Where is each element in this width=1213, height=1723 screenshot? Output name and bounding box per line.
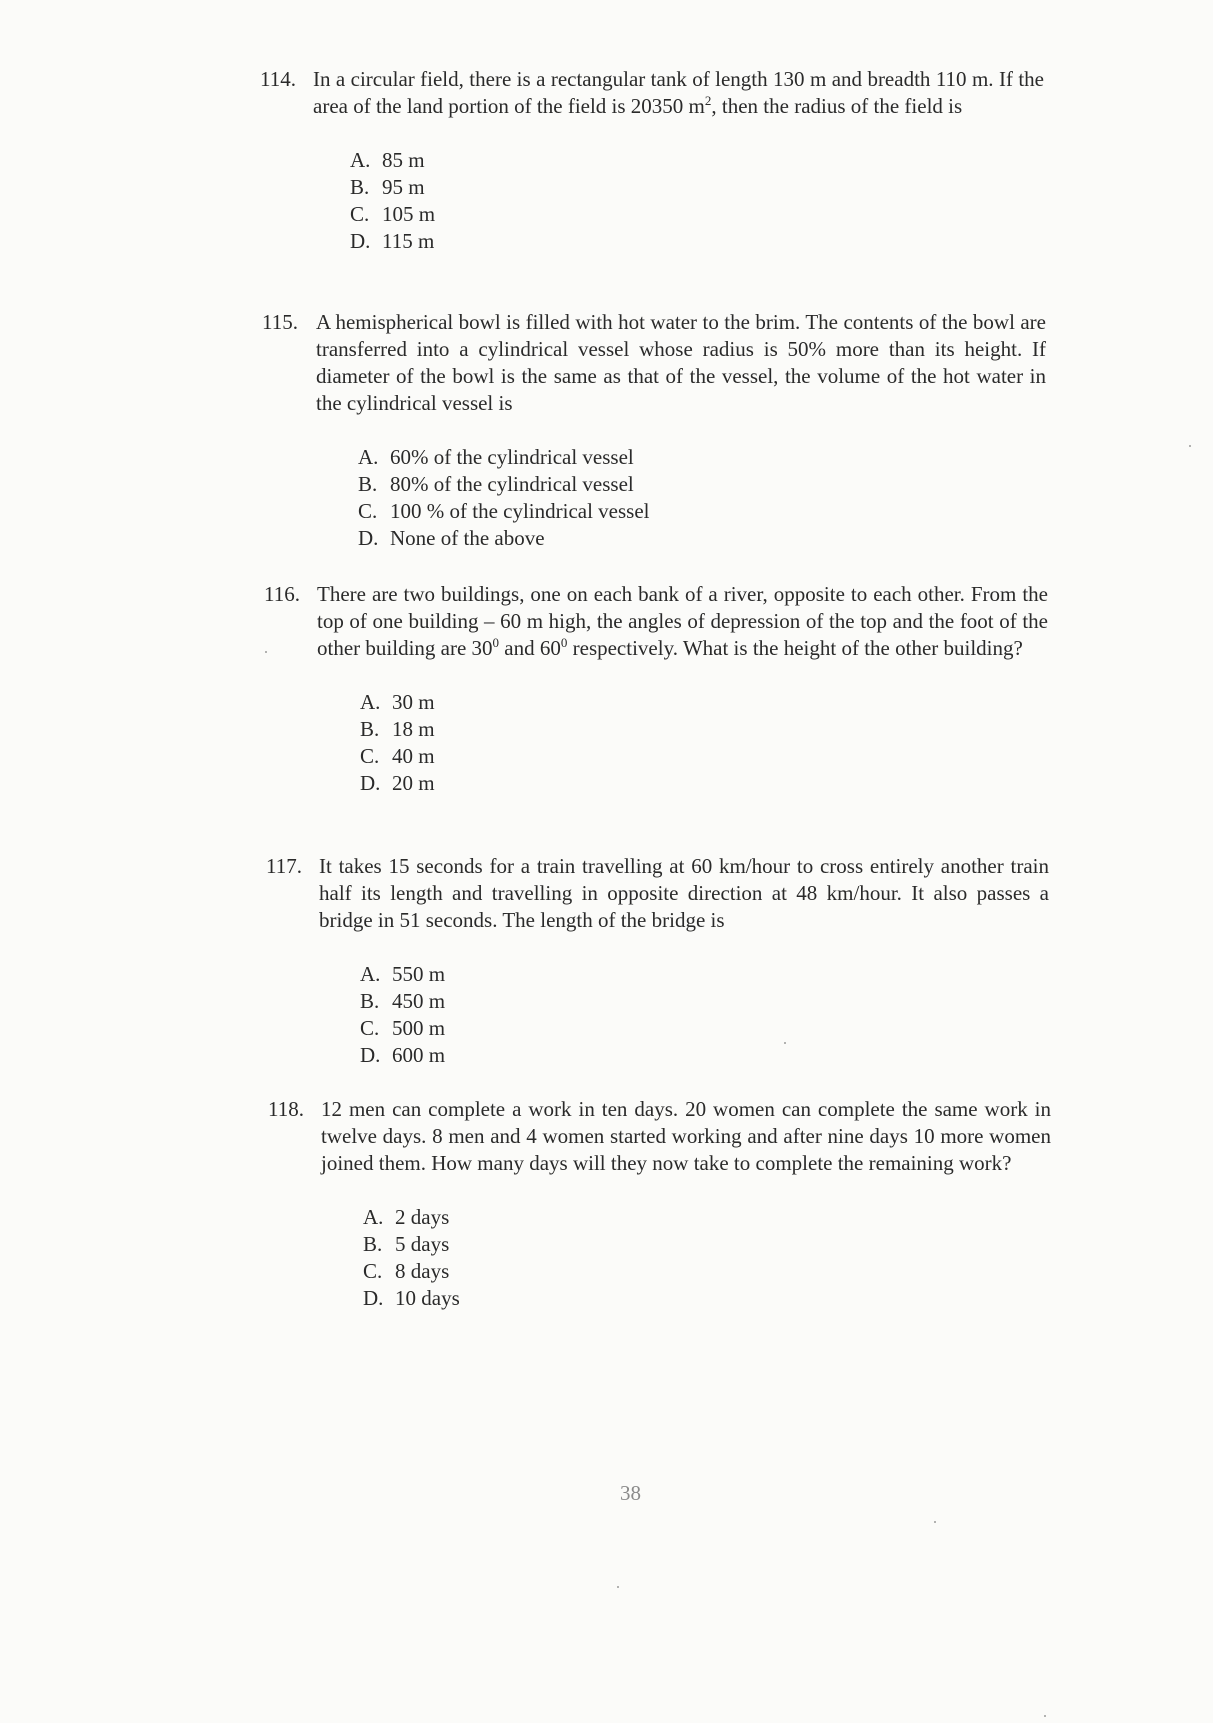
- answer-options: [360, 689, 1048, 797]
- option-c: C. 500 m: [360, 1016, 446, 1040]
- option-d: D. 10 days: [363, 1286, 460, 1310]
- scan-speck: [1189, 445, 1191, 447]
- scan-speck: [1044, 1715, 1046, 1717]
- option-d: D. 600 m: [360, 1043, 446, 1067]
- question-text: It takes 15 seconds for a train travelling at 60 km/hour to cross entirely another train half its length and travelling in opposite direction at 48 km/hour. It also passes a bridge in 51 seconds. The length of the bridge is: [319, 854, 1049, 932]
- option-b: B. 5 days: [363, 1232, 450, 1256]
- option-d: D. None of the above: [358, 526, 545, 550]
- option-c: C. 8 days: [363, 1259, 450, 1283]
- scan-speck: [617, 1586, 619, 1588]
- option-b: B. 450 m: [360, 989, 446, 1013]
- answer-options: [360, 961, 1049, 1069]
- option-a: A. 85 m: [350, 148, 425, 172]
- option-a: A. 2 days: [363, 1205, 450, 1229]
- option-a: A. 30 m: [360, 690, 435, 714]
- question-117: [266, 853, 1049, 1069]
- option-b: B. 80% of the cylindrical vessel: [358, 472, 634, 496]
- answer-options: [363, 1204, 1051, 1312]
- question-text: In a circular field, there is a rectangular tank of length 130 m and breadth 110 m. If the area of the land portion of the field is 20350 $m^2$, then the radius of the field is: [313, 67, 1044, 118]
- question-text: There are two buildings, one on each bank of a river, opposite to each other. From the top of one building – 60 m high, the angles of depression of the top and the foot of the other building are $30^0$ and $60^0$ respectively. What is the height of the other building?: [317, 582, 1048, 660]
- option-d: D. 20 m: [360, 771, 435, 795]
- question-number: 116.: [264, 582, 300, 606]
- option-c: C. 105 m: [350, 202, 436, 226]
- question-115: [262, 309, 1046, 552]
- option-c: C. 40 m: [360, 744, 435, 768]
- scan-speck: [265, 651, 267, 653]
- question-number: 117.: [266, 854, 302, 878]
- question-number: 118.: [268, 1097, 304, 1121]
- question-text: A hemispherical bowl is filled with hot water to the brim. The contents of the bowl are transferred into a cylindrical vessel whose radius is 50% more than its height. If diameter of the bowl is the same as that of the vessel, the volume of the hot water in the cylindrical vessel is: [316, 310, 1046, 415]
- option-d: D. 115 m: [350, 229, 435, 253]
- question-number: 114.: [260, 67, 296, 91]
- question-118: [268, 1096, 1051, 1312]
- question-text: 12 men can complete a work in ten days. 20 women can complete the same work in twelve days. 8 men and 4 women started working and after nine days 10 more women joined them. How many days will they now take to complete the remaining work?: [321, 1097, 1051, 1175]
- answer-options: [350, 147, 1044, 255]
- scan-speck: [784, 1042, 786, 1044]
- answer-options: [358, 444, 1046, 552]
- question-116: [264, 581, 1048, 797]
- option-a: A. 60% of the cylindrical vessel: [358, 445, 634, 469]
- option-b: B. 18 m: [360, 717, 435, 741]
- question-114: [260, 66, 1044, 255]
- page-number: 38: [620, 1481, 641, 1505]
- scan-speck: [934, 1521, 936, 1523]
- question-number: 115.: [262, 310, 298, 334]
- option-c: C. 100 % of the cylindrical vessel: [358, 499, 650, 523]
- option-b: B. 95 m: [350, 175, 425, 199]
- option-a: A. 550 m: [360, 962, 446, 986]
